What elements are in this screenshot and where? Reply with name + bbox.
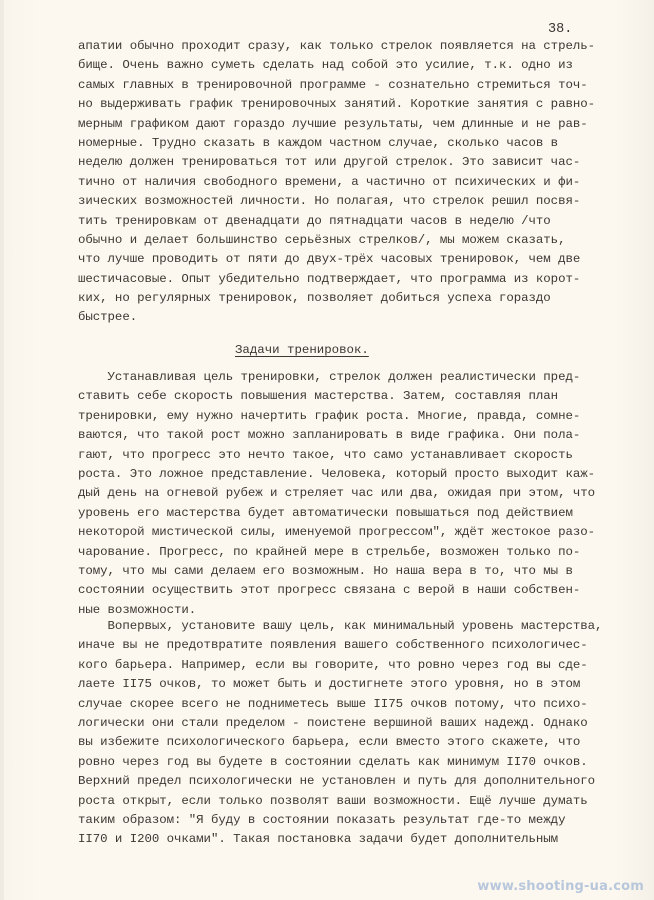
text-line: обычно и делает большинство серьёзных стрелков/, мы можем сказать, [78,232,566,247]
page-number: 38. [548,22,573,37]
page-edge-shadow [0,0,4,900]
text-line: неделю должен тренироваться тот или другой стрелок. Это зависит час- [78,155,581,170]
text-line: Устанавливая цель тренировки, стрелок должен реалистически пред- [78,370,581,384]
text-line: тить тренировкам от двенадцати до пятнадцати часов в неделю /что [78,213,551,228]
text-line: дый день на огневой рубеж и стреляет час или два, ожидая при этом, что [78,486,595,501]
text-line: ровно через год вы будете в состоянии сделать как минимум II70 очков. [78,754,588,769]
text-line: состоянии осуществить этот прогресс связана с верой в наши собствен- [78,583,581,598]
text-line: роста. Это ложное представление. Человека, который просто выходит каж- [78,466,595,481]
text-line: некоторой мистической силы, именуемой прогрессом", ждёт жестокое разо- [78,525,595,540]
text-line: Верхний предел психологически не установлен и путь для дополнительного [78,774,595,789]
text-line: таким образом: "Я буду в состоянии показать результат где-то между [78,812,566,827]
text-line: кого барьера. Например, если вы говорите, что ровно через год вы сде- [78,657,588,672]
section-heading: Задачи тренировок. [235,343,369,357]
text-line: ких, но регулярных тренировок, позволяет добиться успеха гораздо [78,291,551,306]
text-line: быстрее. [78,310,138,325]
text-line: шестичасовые. Опыт убедительно подтверждает, что программа из корот- [78,271,581,286]
text-line: тому, что мы сами делаем его возможным. Но наша вера в то, что мы в [78,563,573,578]
text-line: ваются, что такой рост можно запланировать в виде графика. Они пола- [78,428,581,443]
text-line: лаете II75 очков, то может быть и достигнете этого уровня, но в этом [78,677,581,692]
text-line: логически они стали пределом - поистене вершиной ваших надежд. Однако [78,715,588,730]
text-line: бище. Очень важно суметь сделать над собой это усилие, т.к. одно из [78,58,573,73]
text-line: тренировки, ему нужно начертить график роста. Многие, правда, сомне- [78,408,581,423]
text-line: случае скорее всего не подниметесь выше II75 очков потому, что психо- [78,696,588,711]
text-line: II70 и I200 очками". Такая постановка задачи будет дополнительным [78,832,559,847]
text-line: мерным графиком дают гораздо лучшие результаты, чем длинные и не рав- [78,116,588,131]
text-line: что лучше проводить от пяти до двух-трёх часовых тренировок, чем две [78,252,581,267]
paragraph-3 [78,617,602,850]
text-line: Вопервых, установите вашу цель, как минимальный уровень мастерства, [78,619,603,633]
text-line: но выдерживать график тренировочных занятий. Короткие занятия с равно- [78,97,595,112]
text-line: вы избежите психологического барьера, если вместо этого скажете, что [78,735,581,750]
text-line: тично от наличия свободного времени, а частично от психических и фи- [78,174,581,189]
text-line: ставить себе скорость повышения мастерства. Затем, составляя план [78,389,559,404]
paragraph-2 [78,368,595,620]
text-line: ные возможности. [78,602,197,617]
text-line: апатии обычно проходит сразу, как только стрелок появляется на стрель- [78,39,595,53]
text-line: роста открыт, если только позволят ваши возможности. Ещё лучше думать [78,793,588,808]
text-line: номерные. Трудно сказать в каждом частном случае, сколько часов в [78,135,559,150]
site-watermark: www.shooting-ua.com [477,879,644,894]
text-line: самых главных в тренировочной программе - сознательно стремиться точ- [78,77,588,92]
text-line: иначе вы не предотвратите появления вашего собственного психологичес- [78,638,588,653]
text-line: зических возможностей личности. Но полагая, что стрелок решил посвя- [78,194,581,209]
text-line: уровень его мастерства будет автоматически повышаться под действием [78,505,573,520]
text-line: гают, что прогресс это нечто такое, что само устанавливает скорость [78,447,573,462]
text-line: чарование. Прогресс, по крайней мере в стрельбе, возможен только по- [78,544,581,559]
paragraph-1 [78,37,595,328]
